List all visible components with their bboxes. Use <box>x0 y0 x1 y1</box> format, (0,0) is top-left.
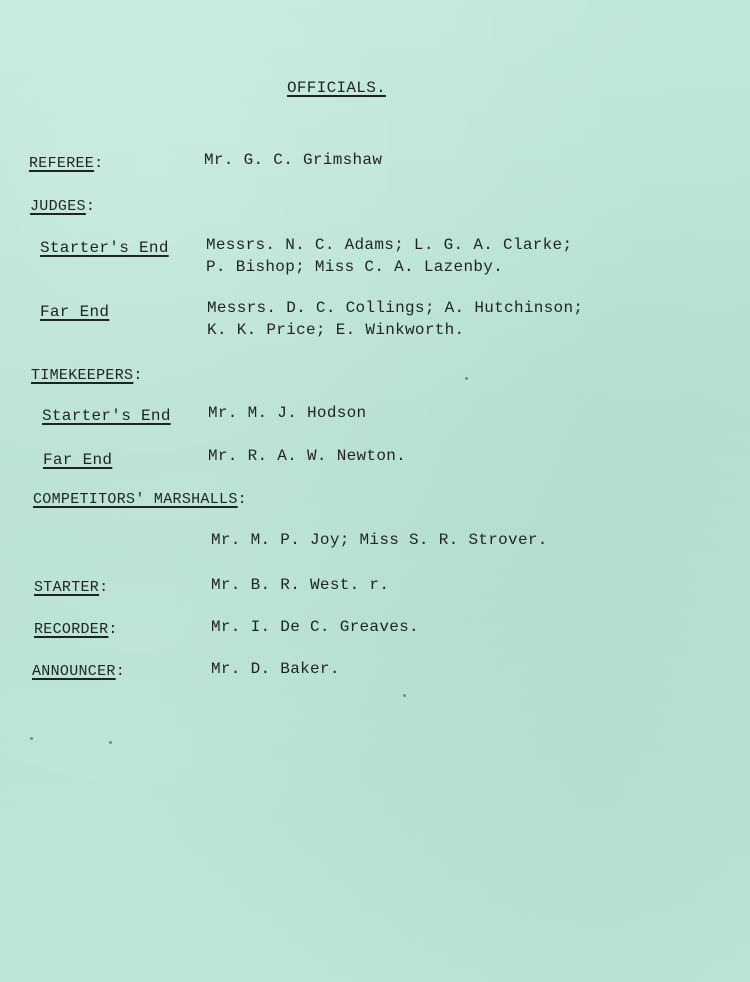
referee-heading <box>29 156 103 171</box>
judges-far-end-label: Far End <box>40 303 110 321</box>
timekeepers-label: TIMEKEEPERS <box>31 367 134 384</box>
recorder-value: Mr. I. De C. Greaves. <box>211 618 419 636</box>
marshalls-heading <box>33 492 247 507</box>
starter-label: STARTER <box>34 579 100 596</box>
referee-value: Mr. G. C. Grimshaw <box>204 151 383 169</box>
paper-speck <box>465 377 468 380</box>
judges-far-end-line1: Messrs. D. C. Collings; A. Hutchinson; <box>207 299 584 317</box>
timekeepers-starters-end-label: Starter's End <box>42 407 171 425</box>
starter-value: Mr. B. R. West. r. <box>211 576 390 594</box>
judges-far-end-line2: K. K. Price; E. Winkworth. <box>207 321 465 339</box>
marshalls-label: COMPETITORS' MARSHALLS <box>33 491 238 508</box>
marshalls-colon: : <box>237 491 247 508</box>
starter-colon: : <box>99 579 109 596</box>
recorder-label: RECORDER <box>34 621 109 638</box>
recorder-colon: : <box>108 621 118 638</box>
timekeepers-far-end-label: Far End <box>43 451 113 469</box>
announcer-label: ANNOUNCER <box>32 663 116 680</box>
timekeepers-far-end-value: Mr. R. A. W. Newton. <box>208 447 407 465</box>
judges-label: JUDGES <box>30 198 86 215</box>
paper-speck <box>109 741 112 744</box>
marshalls-value: Mr. M. P. Joy; Miss S. R. Strover. <box>211 531 548 549</box>
judges-heading <box>30 199 95 214</box>
timekeepers-starters-end-value: Mr. M. J. Hodson <box>208 404 367 422</box>
announcer-value: Mr. D. Baker. <box>211 660 340 678</box>
recorder-heading <box>34 622 118 637</box>
paper-speck <box>30 737 33 740</box>
judges-starters-end-line1: Messrs. N. C. Adams; L. G. A. Clarke; <box>206 236 573 254</box>
starter-heading <box>34 580 108 595</box>
judges-starters-end-line2: P. Bishop; Miss C. A. Lazenby. <box>206 258 504 276</box>
judges-colon: : <box>85 198 96 215</box>
announcer-heading <box>32 664 125 679</box>
paper-speck <box>403 694 406 697</box>
referee-colon: : <box>94 155 104 172</box>
timekeepers-colon: : <box>133 367 143 384</box>
announcer-colon: : <box>115 663 126 680</box>
referee-label: REFEREE <box>29 155 95 172</box>
timekeepers-heading <box>31 368 143 383</box>
judges-starters-end-label: Starter's End <box>40 239 169 257</box>
page-title: OFFICIALS. <box>287 79 387 97</box>
